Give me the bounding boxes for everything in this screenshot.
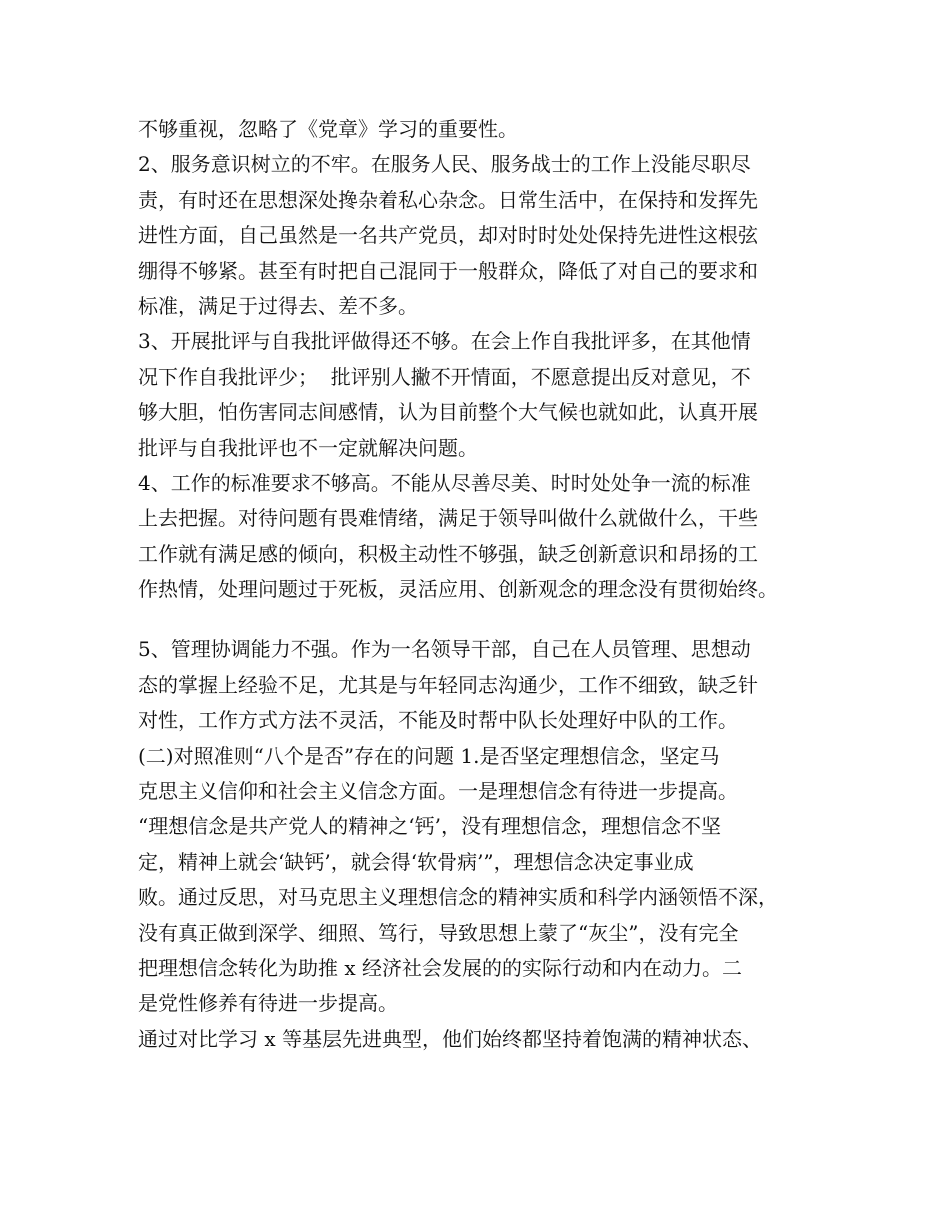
text-line: 不够重视，忽略了《党章》学习的重要性。 — [138, 117, 518, 141]
text-line: 是党性修养有待进一步提高。 — [138, 991, 398, 1016]
text-line: 标准，满足于过得去、差不多。 — [138, 293, 418, 318]
text-line: 克思主义信仰和社会主义信念方面。一是理想信念有待进一步提高。 — [138, 779, 738, 804]
text-line: 3、开展批评与自我批评做得还不够。在会上作自我批评多，在其他情 — [138, 329, 751, 354]
text-line: 批评与自我批评也不一定就解决问题。 — [138, 435, 478, 460]
text-line: 4、工作的标准要求不够高。不能从尽善尽美、时时处处争一流的标准 — [138, 470, 751, 495]
text-line: “理想信念是共产党人的精神之‘钙’，没有理想信念，理想信念不坚 — [138, 814, 721, 839]
text-line: 通过对比学习 x 等基层先进典型，他们始终都坚持着饱满的精神状态、 — [138, 1026, 762, 1051]
text-line: 败。通过反思，对马克思主义理想信念的精神实质和科学内涵领悟不深， — [138, 885, 778, 910]
text-line: 够大胆，怕伤害同志间感情，认为目前整个大气候也就如此，认真开展 — [138, 400, 758, 425]
text-line: 况下作自我批评少； 批评别人撇不开情面，不愿意提出反对意见，不 — [138, 364, 751, 389]
document-body — [138, 112, 838, 1057]
text-line: 2、服务意识树立的不牢。在服务人民、服务战士的工作上没能尽职尽 — [138, 152, 751, 177]
text-line: 责，有时还在思想深处搀杂着私心杂念。日常生活中，在保持和发挥先 — [138, 187, 758, 212]
text-line: 把理想信念转化为助推 x 经济社会发展的的实际行动和内在动力。二 — [138, 955, 742, 980]
text-line: 上去把握。对待问题有畏难情绪，满足于领导叫做什么就做什么，干些 — [138, 506, 758, 531]
text-line: 定，精神上就会‘缺钙’，就会得‘软骨病’”，理想信念决定事业成 — [138, 849, 694, 874]
text-line: 没有真正做到深学、细照、笃行，导致思想上蒙了“灰尘”，没有完全 — [138, 920, 739, 945]
text-line: (二)对照准则“八个是否”存在的问题 1.是否坚定理想信念，坚定马 — [138, 743, 720, 768]
paragraph-gap — [138, 607, 838, 632]
text-line: 绷得不够紧。甚至有时把自己混同于一般群众，降低了对自己的要求和 — [138, 258, 758, 283]
text-line: 5、管理协调能力不强。作为一名领导干部，自己在人员管理、思想动 — [138, 637, 751, 662]
text-line: 进性方面，自己虽然是一名共产党员，却对时时处处保持先进性这根弦 — [138, 223, 758, 248]
text-line: 对性，工作方式方法不灵活，不能及时帮中队长处理好中队的工作。 — [138, 708, 738, 733]
text-line: 作热情，处理问题过于死板，灵活应用、创新观念的理念没有贯彻始终。 — [138, 577, 778, 602]
text-line: 工作就有满足感的倾向，积极主动性不够强，缺乏创新意识和昂扬的工 — [138, 541, 758, 566]
text-line: 态的掌握上经验不足，尤其是与年轻同志沟通少，工作不细致，缺乏针 — [138, 672, 758, 697]
